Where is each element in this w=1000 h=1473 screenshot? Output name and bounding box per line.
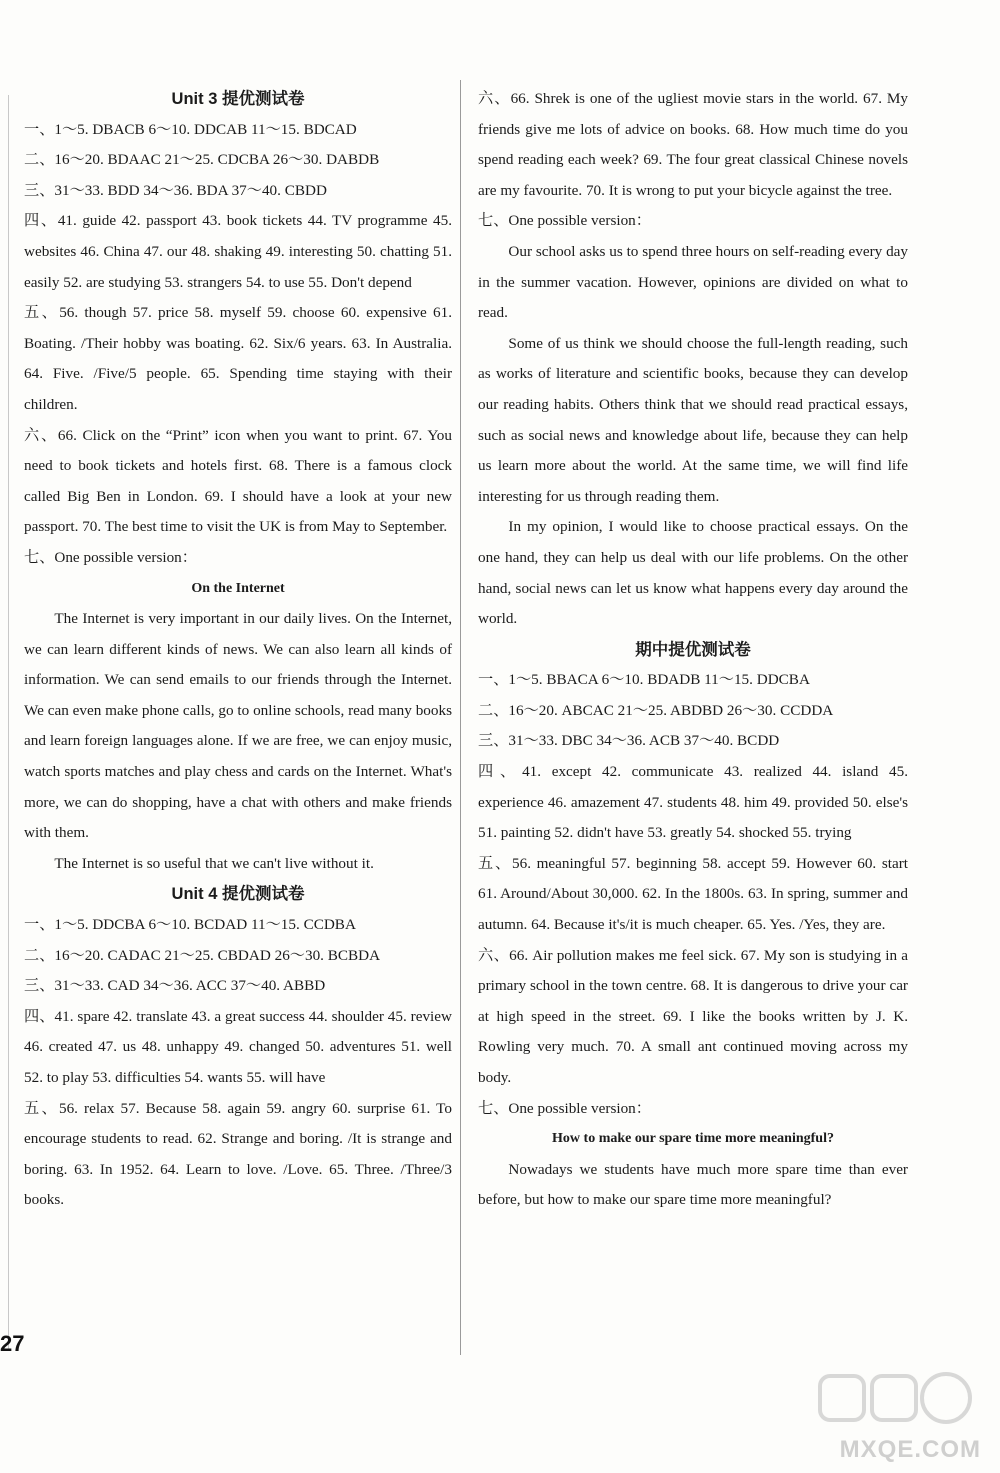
answer-line: 三、31～33. DBC 34～36. ACB 37～40. BCDD	[478, 732, 780, 750]
answer-line: 四、41. guide 42. passport 43. book tickets 44. TV programme 45. websites 46. China 47. our 48. shaking 49. interesting 50. chatting 51. easily 52. are studying 53. strangers 54. to use 55. Don't depend	[24, 212, 452, 291]
answer-line: 五、56. meaningful 57. beginning 58. accept 59. However 60. start 61. Around/About 30,000. 62. In the 1800s. 63. In spring, summer and autumn. 64. Because it's/it is much cheaper. 65. Yes. /Yes, they are.	[478, 854, 908, 934]
section-heading: Unit 3 提优测试卷	[171, 90, 305, 108]
answer-line: 一、1～5. BBACA 6～10. BDADB 11～15. DDCBA	[478, 671, 810, 689]
answer-line: 一、1～5. DDCBA 6～10. BCDAD 11～15. CCDBA	[24, 916, 356, 934]
answer-line: 七、One possible version：	[24, 548, 197, 566]
essay-title: On the Internet	[191, 580, 285, 596]
essay-paragraph: The Internet is so useful that we can't live without it.	[54, 854, 374, 872]
page-number: 27	[0, 1331, 25, 1356]
answer-line: 五、56. though 57. price 58. myself 59. choose 60. expensive 61. Boating. /Their hobby was boating. 62. Six/6 years. 63. In Australia. 64. Five. /Five/5 people. 65. Spending time staying with their children.	[24, 304, 452, 413]
right-column	[478, 84, 908, 1216]
answer-line: 七、One possible version：	[478, 1099, 651, 1117]
watermark-text: MXQE.COM	[839, 1436, 981, 1463]
essay-paragraph: In my opinion, I would like to choose practical essays. On the one hand, they can help us deal with our life problems. On the other hand, social news can let us know what happens every day around the world.	[478, 518, 908, 628]
left-column	[24, 84, 452, 1216]
section-heading: Unit 4 提优测试卷	[171, 885, 305, 904]
margin-rule	[8, 95, 9, 1350]
section-heading: 期中提优测试卷	[635, 640, 751, 659]
essay-paragraph: Some of us think we should choose the full-length reading, such as works of literature and scientific books, because they can develop our reading habits. Others think that we should read practical essays, such as social news and knowledge about life, because they can help us learn more about the world. At the same time, we will find life interesting for us through reading them.	[478, 334, 908, 505]
answer-line: 六、66. Shrek is one of the ugliest movie stars in the world. 67. My friends give me lots of advice on books. 68. How much time do you spend reading each week? 69. The four great classical Chinese novels are my favourite. 70. It is wrong to put your bicycle against the tree.	[478, 90, 908, 199]
essay-paragraph: The Internet is very important in our daily lives. On the Internet, we can learn different kinds of news. We can also learn all kinds of information. We can send emails to our friends through the Internet. We can even make phone calls, go to online schools, read many books and learn foreign languages alone. If we are free, we can enjoy music, watch sports matches and play chess and cards on the Internet. What's more, we can do shopping, have a chat with others and make friends with them.	[24, 610, 452, 842]
answer-line: 一、1～5. DBACB 6～10. DDCAB 11～15. BDCAD	[24, 120, 357, 138]
answer-line: 二、16～20. CADAC 21～25. CBDAD 26～30. BCBDA	[24, 946, 381, 964]
column-divider	[460, 80, 461, 1355]
answer-line: 三、31～33. BDD 34～36. BDA 37～40. CBDD	[24, 181, 327, 199]
answer-line: 三、31～33. CAD 34～36. ACC 37～40. ABBD	[24, 977, 326, 995]
answer-line: 四、41. spare 42. translate 43. a great success 44. shoulder 45. review 46. created 47. us 48. unhappy 49. changed 50. adventures 51. well 52. to play 53. difficulties 54. wants 55. will have	[24, 1007, 452, 1086]
essay-paragraph: Our school asks us to spend three hours on self-reading every day in the summer vacation. However, opinions are divided on what to read.	[478, 242, 908, 322]
watermark	[800, 1368, 985, 1468]
answer-line: 二、16～20. ABCAC 21～25. ABDBD 26～30. CCDDA	[478, 701, 834, 719]
answer-line: 四、41. except 42. communicate 43. realized 44. island 45. experience 46. amazement 47. students 48. him 49. provided 50. else's 51. painting 52. didn't have 53. greatly 54. shocked 55. trying	[478, 763, 908, 842]
answer-line: 二、16～20. BDAAC 21～25. CDCBA 26～30. DABDB	[24, 151, 380, 169]
answer-line: 五、56. relax 57. Because 58. again 59. angry 60. surprise 61. To encourage students to read. 62. Strange and boring. /It is strange and boring. 63. In 1952. 64. Learn to love. /Love. 65. Three. /Three/3 books.	[24, 1099, 452, 1209]
answer-line: 六、66. Air pollution makes me feel sick. 67. My son is studying in a primary school in the town centre. 68. It is dangerous to drive your car at high speed in the street. 69. I like the books written by J. K. Rowling very much. 70. A small ant continued moving across my body.	[478, 946, 908, 1086]
essay-title: How to make our spare time more meaningful?	[552, 1131, 834, 1147]
essay-paragraph: Nowadays we students have much more spare time than ever before, but how to make our spare time more meaningful?	[478, 1160, 908, 1209]
answer-line: 七、One possible version：	[478, 212, 651, 230]
answer-line: 六、66. Click on the “Print” icon when you want to print. 67. You need to book tickets and hotels first. 68. There is a famous clock called Big Ben in London. 69. I should have a look at your new passport. 70. The best time to visit the UK is from May to September.	[24, 426, 452, 536]
